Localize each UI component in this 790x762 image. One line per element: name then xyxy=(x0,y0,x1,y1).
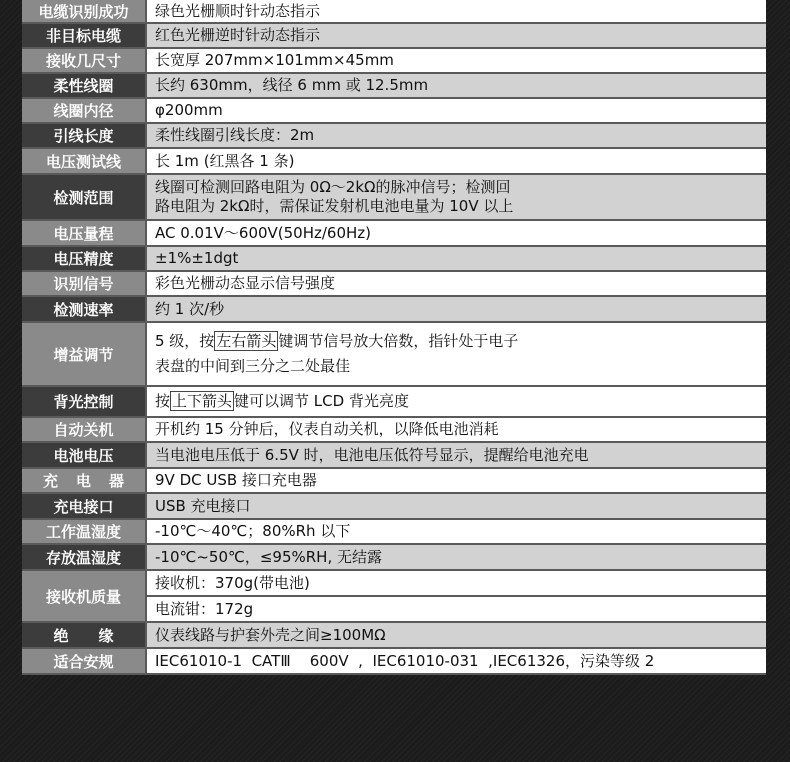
spec-label: 电压精度 xyxy=(22,247,147,270)
spec-label: 接收机质量 xyxy=(22,571,147,621)
spec-label: 接收几尺寸 xyxy=(22,49,147,72)
spec-row xyxy=(22,323,766,387)
spec-row xyxy=(22,247,766,272)
spec-row xyxy=(22,520,766,545)
spec-label: 电压量程 xyxy=(22,221,147,245)
spec-row xyxy=(22,297,766,323)
spec-row xyxy=(22,149,766,175)
spec-label: 识别信号 xyxy=(22,272,147,295)
spec-row xyxy=(22,387,766,418)
spec-value-group xyxy=(147,571,766,621)
spec-value: 5 级，按 左右箭头 键调节信号放大倍数，指针处于电子 表盘的中间到三分之二处最佳 xyxy=(147,323,766,385)
spec-row xyxy=(22,571,766,623)
spec-label: 增益调节 xyxy=(22,323,147,385)
spec-label: 背光控制 xyxy=(22,387,147,416)
spec-row xyxy=(22,175,766,221)
spec-label: 线圈内径 xyxy=(22,99,147,122)
spec-value: 彩色光栅动态显示信号强度 xyxy=(147,272,766,295)
spec-value: 柔性线圈引线长度：2m xyxy=(147,124,766,147)
spec-value: 开机约 15 分钟后，仪表自动关机，以降低电池消耗 xyxy=(147,418,766,441)
spec-value: 按 上下箭头 键可以调节 LCD 背光亮度 xyxy=(147,387,766,416)
spec-value: 线圈可检测回路电阻为 0Ω～2kΩ的脉冲信号；检测回 路电阻为 2kΩ时，需保证发射机电池电量为 10V 以上 xyxy=(147,175,766,219)
spec-value: 9V DC USB 接口充电器 xyxy=(147,469,766,492)
spec-label: 电池电压 xyxy=(22,443,147,467)
spec-value: USB 充电接口 xyxy=(147,494,766,518)
spec-row xyxy=(22,49,766,74)
spec-label: 电压测试线 xyxy=(22,149,147,173)
spec-label: 引线长度 xyxy=(22,124,147,147)
arrow-key-box: 左右箭头 xyxy=(216,332,277,350)
spec-row xyxy=(22,74,766,99)
spec-label: 充电器 xyxy=(22,469,147,492)
spec-value: ±1%±1dgt xyxy=(147,247,766,270)
spec-row xyxy=(22,272,766,297)
spec-value: 约 1 次/秒 xyxy=(147,297,766,321)
spec-value: IEC61010-1 CATⅢ 600V , IEC61010-031 ,IEC61326，污染等级 2 xyxy=(147,649,766,673)
spec-value: 长宽厚 207mm×101mm×45mm xyxy=(147,49,766,72)
spec-value: 长 1m (红黑各 1 条) xyxy=(147,149,766,173)
spec-label: 绝缘 xyxy=(22,623,147,647)
spec-row xyxy=(22,221,766,247)
spec-value: 当电池电压低于 6.5V 时，电池电压低符号显示，提醒给电池充电 xyxy=(147,443,766,467)
spec-value: AC 0.01V～600V(50Hz/60Hz) xyxy=(147,221,766,245)
spec-label: 存放温湿度 xyxy=(22,545,147,569)
spec-label: 工作温湿度 xyxy=(22,520,147,543)
spec-row xyxy=(22,443,766,469)
spec-label: 充电接口 xyxy=(22,494,147,518)
arrow-key-box: 上下箭头 xyxy=(172,392,233,410)
spec-value: φ200mm xyxy=(147,99,766,122)
spec-row xyxy=(22,124,766,149)
spec-value: 红色光栅逆时针动态指示 xyxy=(147,24,766,47)
spec-value: -10℃~50℃，≤95%RH, 无结露 xyxy=(147,545,766,569)
spec-value: 长约 630mm，线径 6 mm 或 12.5mm xyxy=(147,74,766,97)
spec-label: 检测范围 xyxy=(22,175,147,219)
spec-row xyxy=(22,494,766,520)
spec-value: 接收机：370g(带电池) xyxy=(147,571,766,597)
spec-label: 自动关机 xyxy=(22,418,147,441)
spec-value: 绿色光栅顺时针动态指示 xyxy=(147,0,766,22)
spec-table xyxy=(22,0,766,675)
spec-label: 非目标电缆 xyxy=(22,24,147,47)
spec-value: 仪表线路与护套外壳之间≥100MΩ xyxy=(147,623,766,647)
spec-value: 电流钳：172g xyxy=(147,597,766,621)
spec-row xyxy=(22,24,766,49)
spec-row xyxy=(22,623,766,649)
spec-row xyxy=(22,545,766,571)
spec-row xyxy=(22,649,766,675)
spec-row xyxy=(22,418,766,443)
spec-row xyxy=(22,469,766,494)
spec-row xyxy=(22,99,766,124)
spec-label: 电缆识别成功 xyxy=(22,0,147,22)
spec-label: 检测速率 xyxy=(22,297,147,321)
spec-label: 适合安规 xyxy=(22,649,147,673)
spec-value: -10℃～40℃；80%Rh 以下 xyxy=(147,520,766,543)
spec-label: 柔性线圈 xyxy=(22,74,147,97)
spec-row xyxy=(22,0,766,24)
